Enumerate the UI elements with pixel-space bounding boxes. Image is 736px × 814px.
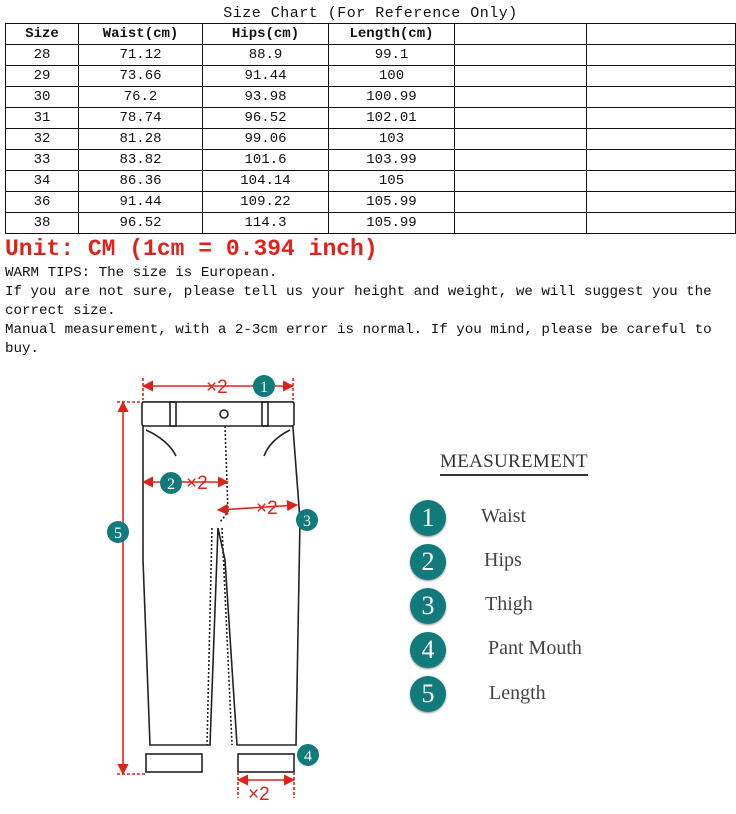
table-cell — [587, 108, 736, 129]
legend-item-waist — [410, 498, 446, 538]
table-cell — [587, 66, 736, 87]
table-cell — [455, 108, 587, 129]
table-cell: 83.82 — [79, 150, 203, 171]
table-cell — [455, 192, 587, 213]
table-cell: 99.1 — [329, 45, 455, 66]
table-cell — [587, 45, 736, 66]
table-cell: 78.74 — [79, 108, 203, 129]
table-cell: 88.9 — [203, 45, 329, 66]
thigh-times2: ×2 — [256, 498, 278, 519]
table-caption: Size Chart (For Reference Only) — [223, 4, 518, 22]
table-cell: 31 — [6, 108, 79, 129]
waist-times2: ×2 — [206, 377, 228, 398]
table-cell — [455, 129, 587, 150]
pants-body — [143, 402, 300, 745]
legend-label-hips: Hips — [484, 549, 522, 571]
marker-5-text: 5 — [114, 525, 122, 542]
table-cell — [455, 66, 587, 87]
legend-number: 5 — [410, 676, 446, 712]
table-cell: 33 — [6, 150, 79, 171]
table-cell: 36 — [6, 192, 79, 213]
legend-label-waist: Waist — [481, 505, 527, 527]
table-cell — [455, 87, 587, 108]
table-cell — [587, 87, 736, 108]
table-cell: 96.52 — [79, 213, 203, 234]
pant-mouth-times2: ×2 — [248, 784, 270, 805]
table-header-row — [6, 24, 736, 45]
legend-number: 4 — [410, 632, 446, 668]
table-cell — [455, 213, 587, 234]
marker-4 — [297, 744, 319, 766]
header-waist: Waist(cm) — [79, 24, 203, 45]
table-cell: 102.01 — [329, 108, 455, 129]
marker-5 — [107, 521, 129, 543]
table-cell: 30 — [6, 87, 79, 108]
table-cell: 73.66 — [79, 66, 203, 87]
button — [220, 410, 228, 418]
table-cell: 105.99 — [329, 213, 455, 234]
left-cuff — [146, 754, 202, 772]
legend-title: MEASUREMENT — [440, 451, 588, 476]
marker-4-text: 4 — [304, 748, 312, 765]
table-cell: 28 — [6, 45, 79, 66]
table-row — [6, 87, 736, 108]
table-cell: 103.99 — [329, 150, 455, 171]
table-cell — [587, 150, 736, 171]
table-row — [6, 213, 736, 234]
table-cell: 34 — [6, 171, 79, 192]
table-row — [6, 66, 736, 87]
size-advice-line: If you are not sure, please tell us your height and weight, we will suggest you the correct size. — [5, 284, 712, 319]
table-cell: 96.52 — [203, 108, 329, 129]
legend-item-pant-mouth — [410, 630, 446, 670]
table-cell — [455, 45, 587, 66]
marker-3 — [296, 509, 318, 531]
table-row — [6, 192, 736, 213]
pants-drawing — [142, 402, 300, 772]
legend-number: 2 — [410, 544, 446, 580]
table-cell: 105.99 — [329, 192, 455, 213]
header-empty-1 — [455, 24, 587, 45]
table-cell: 32 — [6, 129, 79, 150]
right-cuff — [238, 754, 294, 772]
marker-1-text: 1 — [260, 379, 268, 396]
unit-note: Unit: CM (1cm = 0.394 inch) — [5, 236, 378, 262]
table-cell — [587, 171, 736, 192]
hips-times2: ×2 — [186, 473, 208, 494]
table-cell: 91.44 — [79, 192, 203, 213]
waistband — [142, 402, 294, 426]
table-cell: 114.3 — [203, 213, 329, 234]
table-cell: 38 — [6, 213, 79, 234]
table-cell: 100.99 — [329, 87, 455, 108]
legend-label-pant-mouth: Pant Mouth — [488, 637, 582, 659]
table-cell — [587, 192, 736, 213]
legend-item-length — [410, 674, 446, 714]
table-cell: 109.22 — [203, 192, 329, 213]
table-cell: 103 — [329, 129, 455, 150]
legend-label-length: Length — [489, 682, 546, 704]
legend-number: 3 — [410, 588, 446, 624]
table-cell: 104.14 — [203, 171, 329, 192]
table-cell: 93.98 — [203, 87, 329, 108]
marker-1 — [253, 375, 275, 397]
table-cell — [587, 213, 736, 234]
header-length: Length(cm) — [329, 24, 455, 45]
legend-item-hips — [410, 542, 446, 582]
legend-item-thigh — [410, 586, 446, 626]
pants-measurement-diagram — [0, 362, 736, 814]
table-row — [6, 45, 736, 66]
table-cell: 105 — [329, 171, 455, 192]
table-cell — [455, 171, 587, 192]
table-cell — [587, 129, 736, 150]
table-cell: 76.2 — [79, 87, 203, 108]
marker-3-text: 3 — [303, 513, 311, 530]
header-empty-2 — [587, 24, 736, 45]
table-row — [6, 150, 736, 171]
table-cell — [455, 150, 587, 171]
marker-2-text: 2 — [167, 476, 175, 493]
legend-label-thigh: Thigh — [485, 593, 533, 615]
size-chart-table — [5, 3, 736, 234]
table-row — [6, 171, 736, 192]
table-row — [6, 108, 736, 129]
table-cell: 81.28 — [79, 129, 203, 150]
marker-2 — [160, 472, 182, 494]
table-cell: 99.06 — [203, 129, 329, 150]
table-cell: 91.44 — [203, 66, 329, 87]
header-hips: Hips(cm) — [203, 24, 329, 45]
table-cell: 100 — [329, 66, 455, 87]
warm-tips-line: WARM TIPS: The size is European. — [5, 265, 278, 281]
table-cell: 71.12 — [79, 45, 203, 66]
table-row — [6, 129, 736, 150]
table-cell: 86.36 — [79, 171, 203, 192]
table-cell: 101.6 — [203, 150, 329, 171]
measurement-error-line: Manual measurement, with a 2-3cm error is normal. If you mind, please be careful to buy. — [5, 322, 712, 357]
legend-number: 1 — [410, 500, 446, 536]
table-cell: 29 — [6, 66, 79, 87]
header-size: Size — [6, 24, 79, 45]
